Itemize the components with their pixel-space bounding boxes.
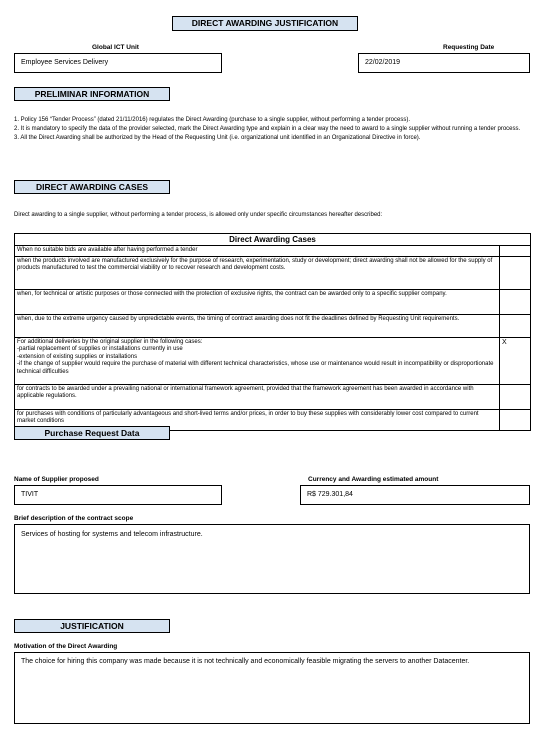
case-text: for purchases with conditions of particularly advantageous and short-lived terms and/or prices, in order to buy these supplies with considerably lower cost compared to current market conditions	[15, 409, 500, 430]
table-row	[15, 246, 531, 257]
purchase-heading: Purchase Request Data	[14, 426, 170, 440]
case-checkbox[interactable]	[500, 384, 531, 409]
preliminary-item: 1. Policy 156 “Tender Process” (dated 21/11/2016) regulates the Direct Awarding (purchase to a single supplier, without performing a tender process).	[14, 117, 410, 123]
cases-table-title: Direct Awarding Cases	[15, 234, 531, 246]
motivation-label: Motivation of the Direct Awarding	[14, 643, 118, 650]
case-checkbox[interactable]	[500, 314, 531, 337]
scope-field[interactable]: Services of hosting for systems and telecom infrastructure.	[14, 524, 530, 594]
case-text: when, due to the extreme urgency caused by unpredictable events, the timing of contract awarding does not fit the deadlines defined by Requesting Unit requirements.	[15, 314, 500, 337]
case-checkbox[interactable]: X	[500, 337, 531, 384]
preliminary-heading: PRELIMINAR INFORMATION	[14, 87, 170, 101]
unit-field[interactable]: Employee Services Delivery	[14, 53, 222, 73]
justification-heading: JUSTIFICATION	[14, 619, 170, 633]
date-field[interactable]: 22/02/2019	[358, 53, 530, 73]
amount-field[interactable]: R$ 729.301,84	[300, 485, 530, 505]
case-checkbox[interactable]	[500, 289, 531, 314]
preliminary-item: 3. All the Direct Awarding shall be authorized by the Head of the Requesting Unit (i.e. organizational unit identified in an Organizational Directive in force).	[14, 135, 421, 141]
table-row	[15, 337, 531, 384]
amount-label: Currency and Awarding estimated amount	[308, 476, 439, 483]
supplier-field[interactable]: TIVIT	[14, 485, 222, 505]
motivation-field[interactable]: The choice for hiring this company was made because it is not technically and economically feasible migrating the servers to another Datacenter.	[14, 652, 530, 724]
supplier-label: Name of Supplier proposed	[14, 476, 99, 483]
cases-heading: DIRECT AWARDING CASES	[14, 180, 170, 194]
scope-label: Brief description of the contract scope	[14, 515, 134, 522]
case-text: when, for technical or artistic purposes or those connected with the protection of exclusive rights, the contract can be awarded only to a specific supplier company.	[15, 289, 500, 314]
preliminary-item: 2. It is mandatory to specify the data of the provider selected, mark the Direct Awarding type and explain in a clear way the need to award to a single supplier without running a tender process.	[14, 126, 521, 132]
table-row	[15, 289, 531, 314]
table-row	[15, 314, 531, 337]
case-checkbox[interactable]	[500, 256, 531, 289]
case-text: when the products involved are manufactured exclusively for the purpose of research, experimentation, study or development; direct awarding shall not be allowed for the supply of products manufactured to test the commercial viability or to recover research and development costs.	[15, 256, 500, 289]
cases-table	[14, 233, 531, 431]
unit-label: Global ICT Unit	[92, 44, 139, 51]
case-text: for contracts to be awarded under a prevailing national or international framework agreement, provided that the framework agreement has been awarded in accordance with applicable regulations.	[15, 384, 500, 409]
table-row	[15, 256, 531, 289]
case-text: When no suitable bids are available after having performed a tender	[15, 246, 500, 257]
cases-intro: Direct awarding to a single supplier, without performing a tender process, is allowed only under specific circumstances hereafter described:	[14, 212, 383, 218]
preliminary-list	[14, 116, 530, 142]
case-checkbox[interactable]	[500, 409, 531, 430]
date-label: Requesting Date	[443, 44, 495, 51]
table-row	[15, 384, 531, 409]
document-title: DIRECT AWARDING JUSTIFICATION	[172, 16, 358, 31]
case-checkbox[interactable]	[500, 246, 531, 257]
case-text: For additional deliveries by the original supplier in the following cases: -partial replacement of supplies or installations currently in use -extension of existing supplies or installations -if the change of supplier would require the purchase of material with different technical characteristics, whose use or maintenance would result in incompatibility or disproportionate technical difficulties	[15, 337, 500, 384]
